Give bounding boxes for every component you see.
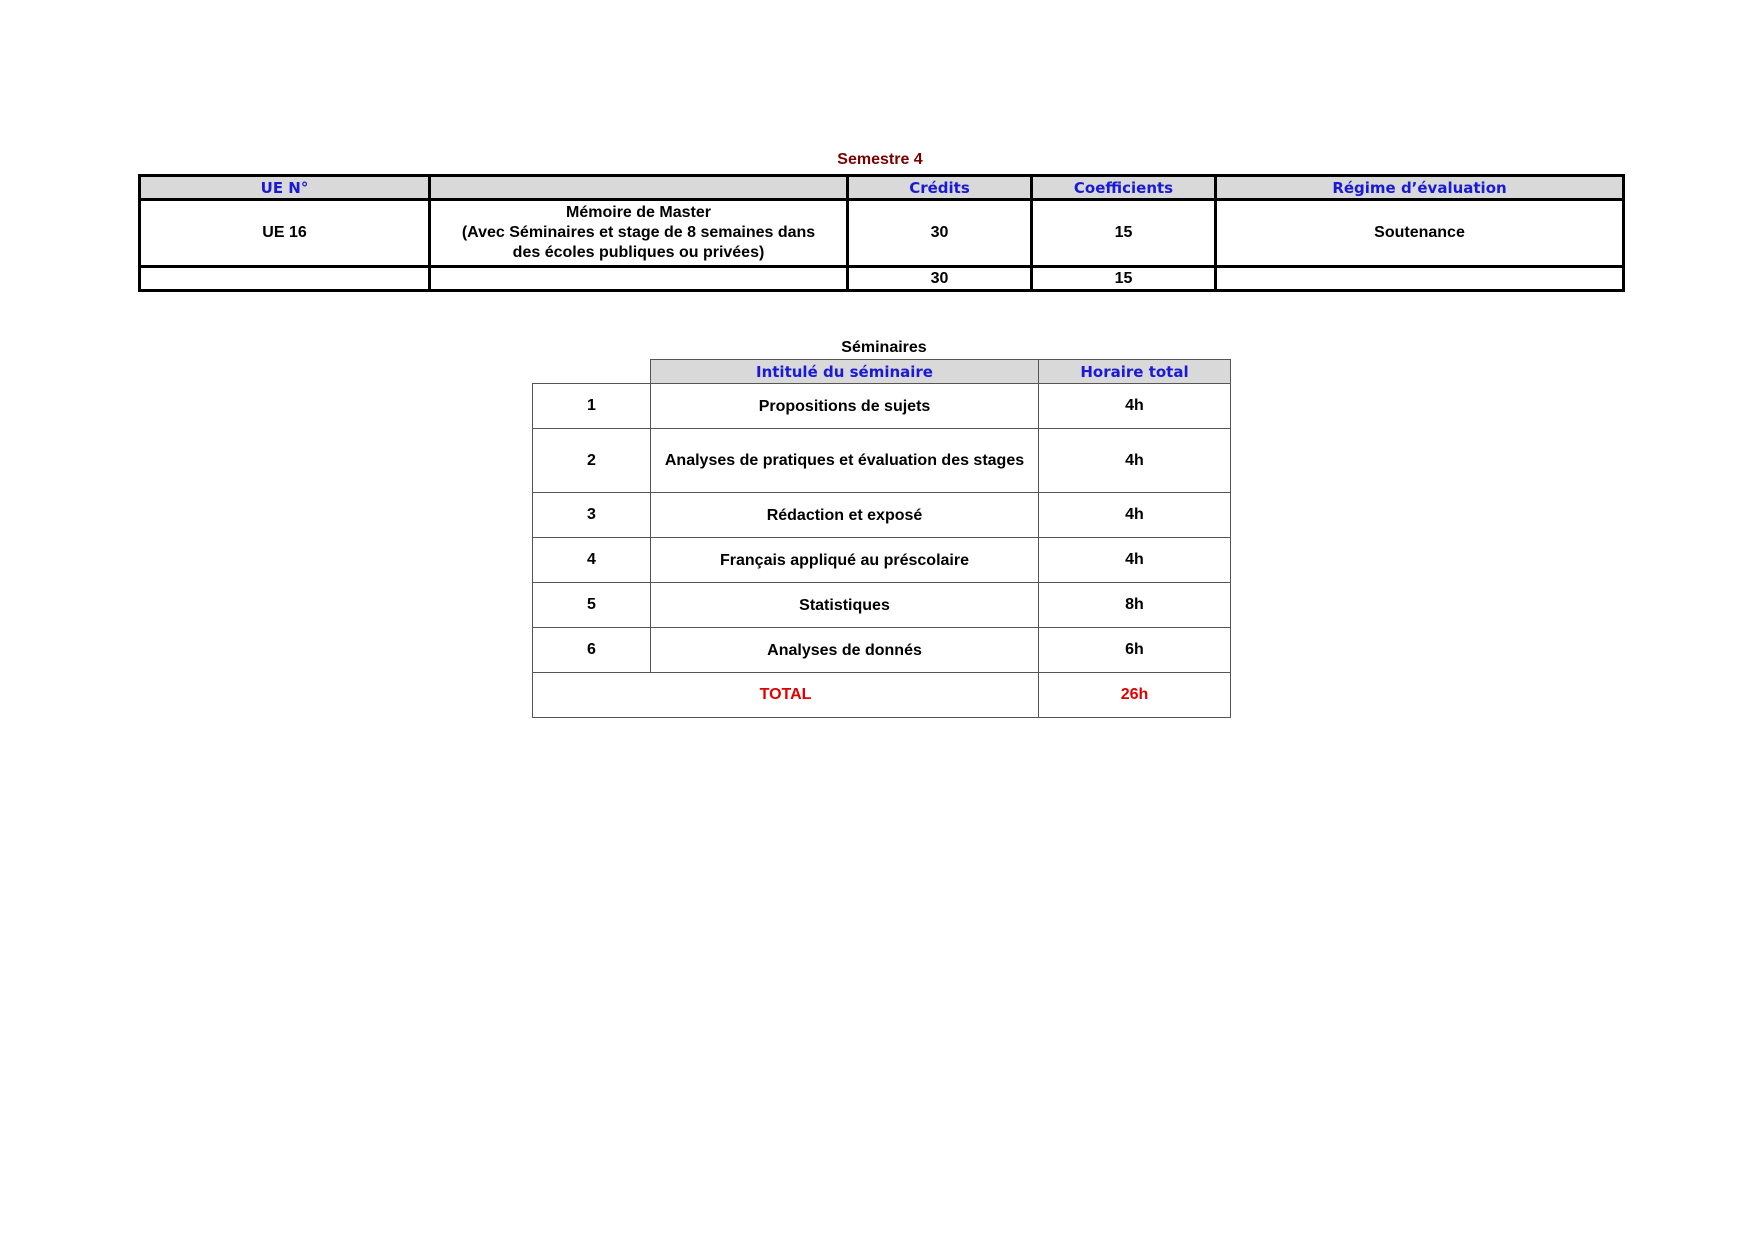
header-blank — [533, 360, 651, 384]
ue-title: Mémoire de Master — [566, 204, 711, 221]
semester-title: Semestre 4 — [837, 151, 923, 168]
seminar-hours: 6h — [1039, 628, 1231, 673]
table-row — [533, 628, 1231, 673]
header-ue-number: UE N° — [140, 176, 430, 200]
seminar-title: Français appliqué au préscolaire — [651, 538, 1039, 583]
seminar-hours: 4h — [1039, 429, 1231, 493]
header-credits: Crédits — [848, 176, 1032, 200]
seminar-number: 3 — [533, 493, 651, 538]
ue-detail-line2: des écoles publiques ou privées) — [512, 244, 765, 261]
seminar-title: Propositions de sujets — [651, 384, 1039, 429]
table-row — [533, 429, 1231, 493]
table-row — [533, 493, 1231, 538]
table-row — [533, 538, 1231, 583]
seminar-number: 4 — [533, 538, 651, 583]
seminar-title: Analyses de pratiques et évaluation des stages — [651, 429, 1039, 493]
coefficients-cell: 15 — [1032, 200, 1216, 267]
ue-title-cell — [430, 200, 848, 267]
header-seminar-title: Intitulé du séminaire — [651, 360, 1039, 384]
seminar-number: 1 — [533, 384, 651, 429]
semester-table — [138, 174, 1625, 292]
total-credits-cell: 30 — [848, 267, 1032, 291]
total-empty-cell — [140, 267, 430, 291]
evaluation-cell: Soutenance — [1216, 200, 1624, 267]
semester-header-row — [140, 176, 1624, 200]
seminar-number: 2 — [533, 429, 651, 493]
seminar-title: Analyses de donnés — [651, 628, 1039, 673]
seminar-number: 6 — [533, 628, 651, 673]
seminar-title: Statistiques — [651, 583, 1039, 628]
seminar-hours: 4h — [1039, 384, 1231, 429]
seminars-table — [532, 359, 1231, 718]
header-coefficients: Coefficients — [1032, 176, 1216, 200]
seminars-header-row — [533, 360, 1231, 384]
seminar-hours: 4h — [1039, 538, 1231, 583]
seminar-hours: 8h — [1039, 583, 1231, 628]
ue-number-cell: UE 16 — [140, 200, 430, 267]
table-row — [533, 583, 1231, 628]
total-empty-cell — [430, 267, 848, 291]
header-total-hours: Horaire total — [1039, 360, 1231, 384]
seminar-hours: 4h — [1039, 493, 1231, 538]
table-row — [140, 200, 1624, 267]
total-coefficients-cell: 15 — [1032, 267, 1216, 291]
credits-cell: 30 — [848, 200, 1032, 267]
seminar-title: Rédaction et exposé — [651, 493, 1039, 538]
total-hours: 26h — [1039, 673, 1231, 718]
semester-total-row — [140, 267, 1624, 291]
seminars-total-row — [533, 673, 1231, 718]
seminar-number: 5 — [533, 583, 651, 628]
seminars-title: Séminaires — [841, 339, 927, 356]
header-blank — [430, 176, 848, 200]
total-empty-cell — [1216, 267, 1624, 291]
table-row — [533, 384, 1231, 429]
total-label: TOTAL — [533, 673, 1039, 718]
header-evaluation: Régime d’évaluation — [1216, 176, 1624, 200]
ue-detail-line1: (Avec Séminaires et stage de 8 semaines dans — [461, 224, 816, 241]
